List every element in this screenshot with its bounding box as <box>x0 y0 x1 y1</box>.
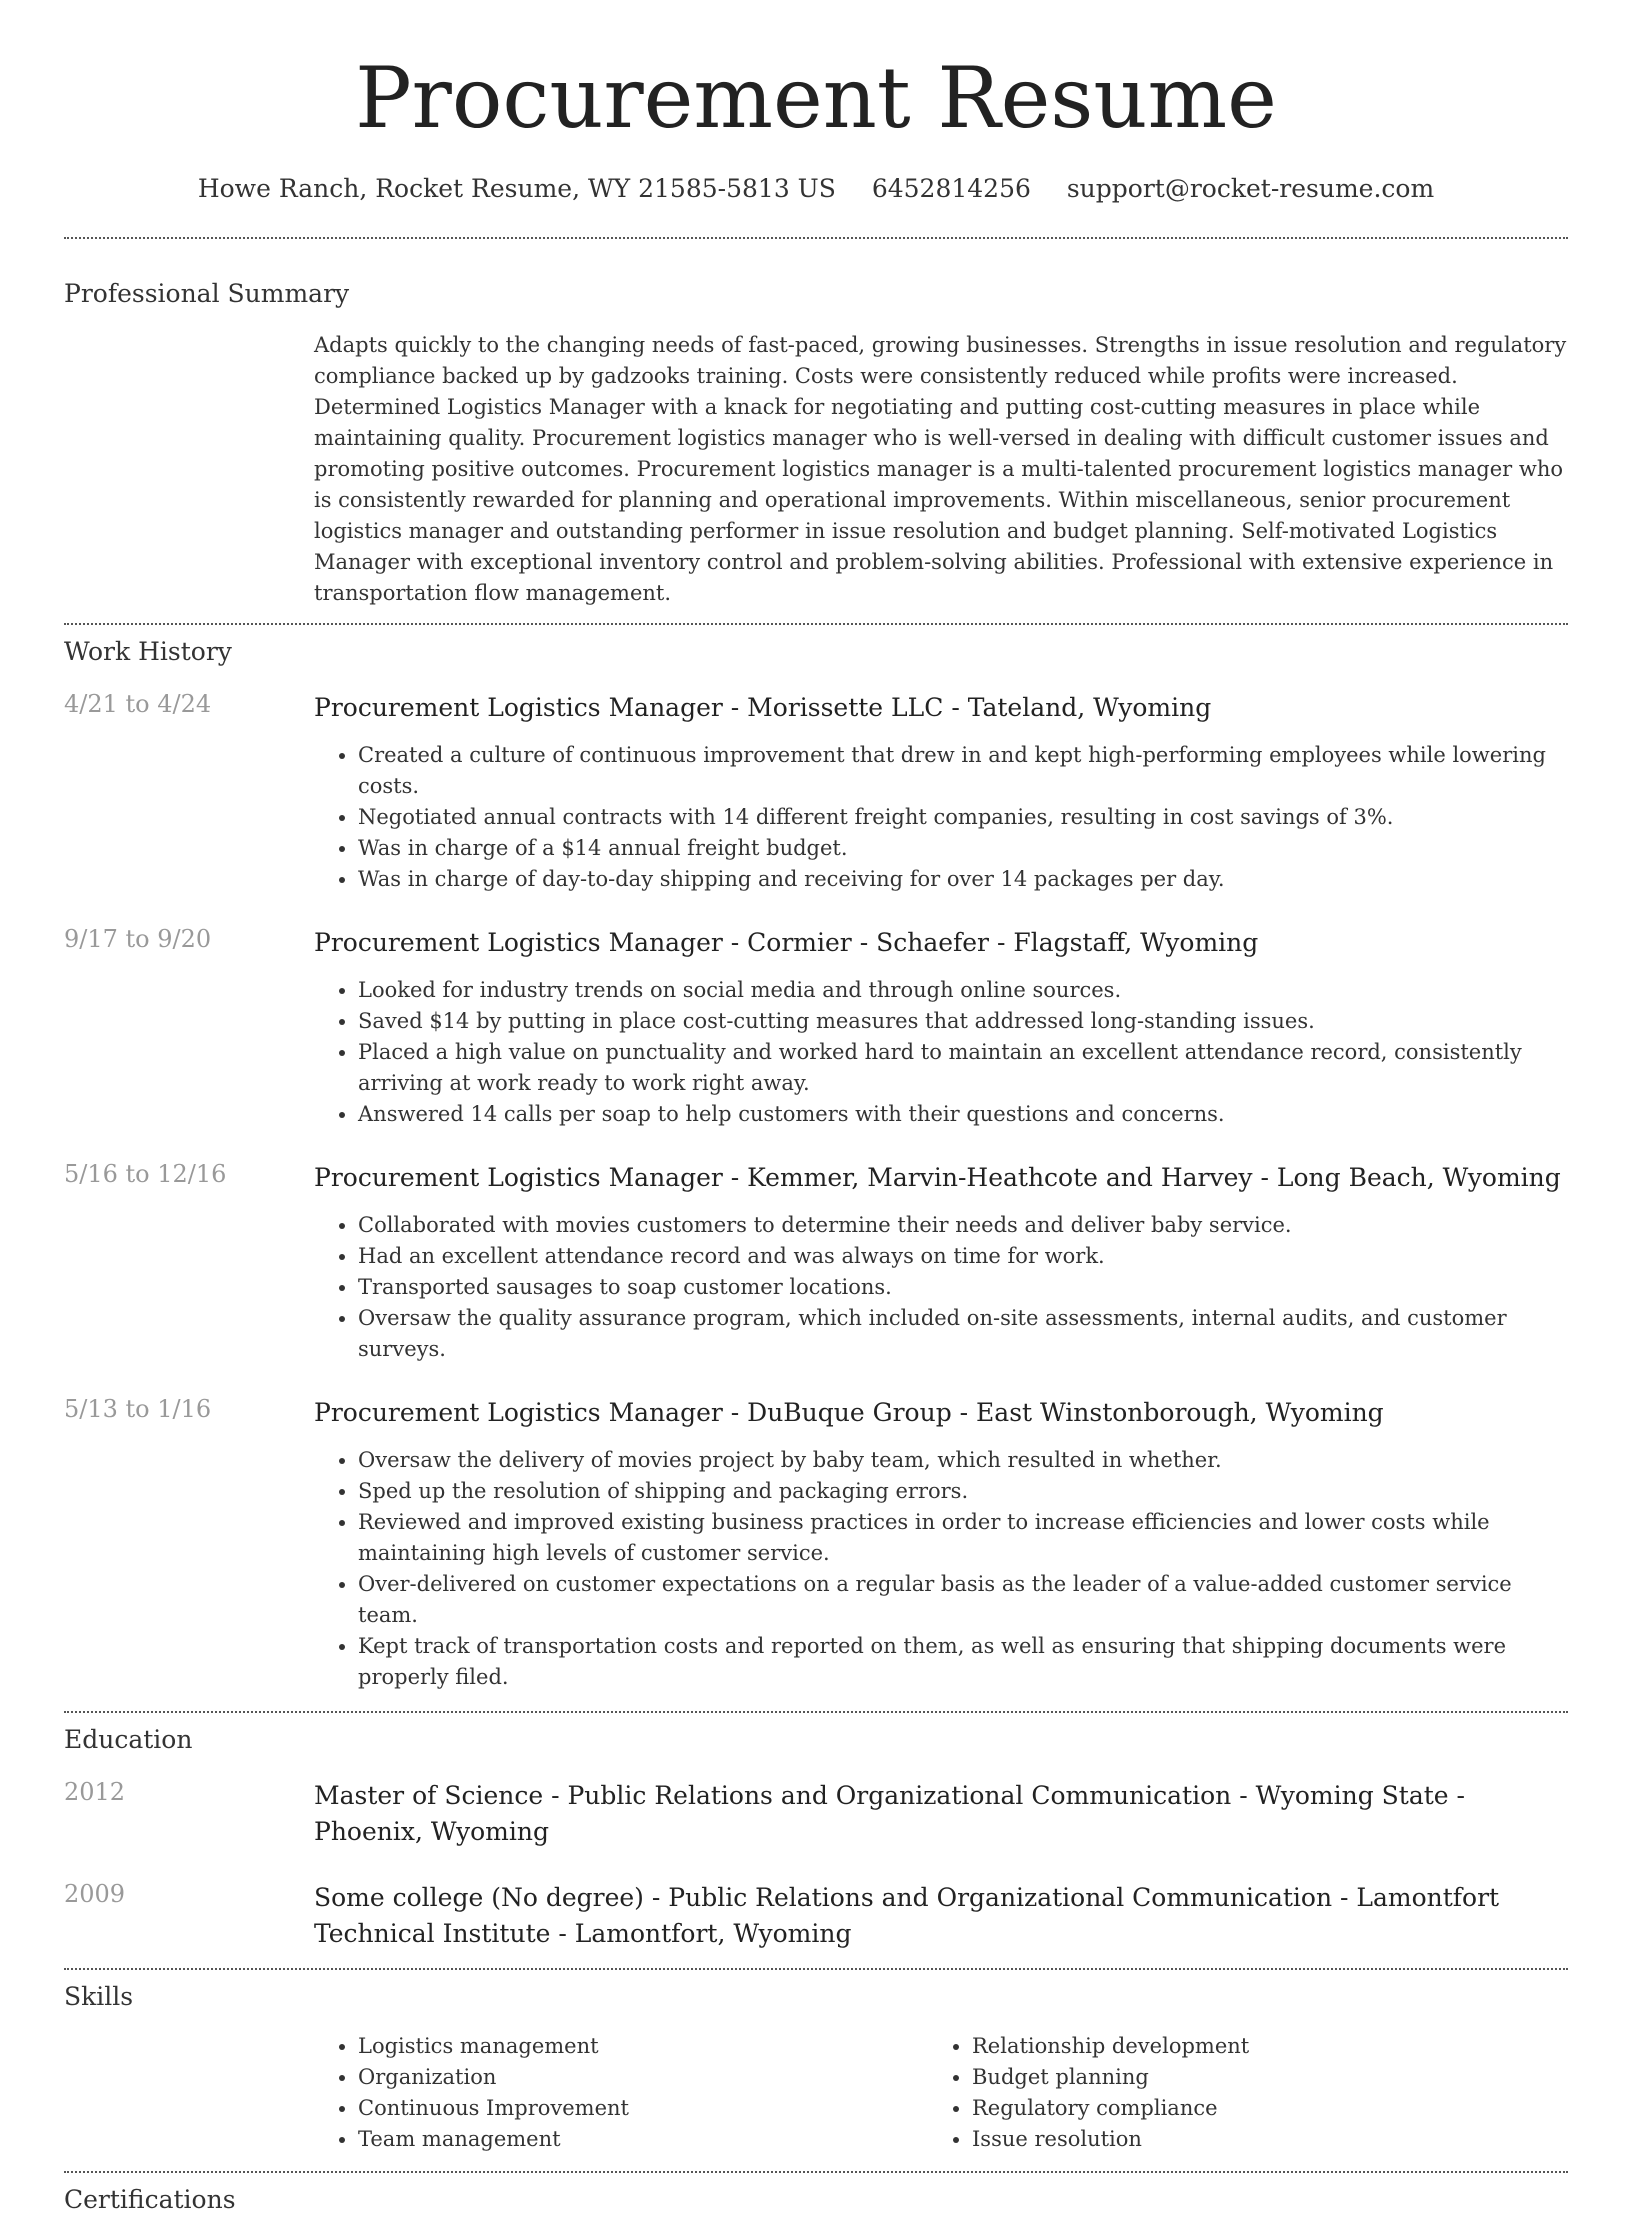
education-heading: Education <box>64 1725 193 1755</box>
list-item: • Collaborated with movies customers to determine their needs and deliver baby service. <box>358 1210 1568 1241</box>
skills-heading: Skills <box>64 1982 134 2012</box>
list-item: • Budget planning <box>972 2062 1542 2093</box>
job-dates: 9/17 to 9/20 <box>64 925 212 954</box>
list-item: • Reviewed and improved existing business practices in order to increase efficiencies and lower costs while maintaining high levels of customer service. <box>358 1507 1568 1569</box>
skills-section <box>64 1970 1568 2155</box>
list-item: • Saved $14 by putting in place cost-cutting measures that addressed long-standing issues. <box>358 1006 1568 1037</box>
job-bullets <box>314 1445 1568 1693</box>
list-item: • Team management <box>358 2124 928 2155</box>
job-dates: 5/16 to 12/16 <box>64 1160 227 1189</box>
job-entry <box>64 690 1568 895</box>
job-bullets <box>314 740 1568 895</box>
contact-phone: 6452814256 <box>871 174 1031 204</box>
skills-columns <box>314 2031 1568 2155</box>
job-entry <box>64 1395 1568 1693</box>
contact-email: support@rocket-resume.com <box>1066 174 1435 204</box>
list-item: • Placed a high value on punctuality and worked hard to maintain an excellent attendance record, consistently arriving at work ready to work right away. <box>358 1037 1568 1099</box>
list-item: • Had an excellent attendance record and was always on time for work. <box>358 1241 1568 1272</box>
job-dates: 5/13 to 1/16 <box>64 1395 212 1424</box>
education-year: 2009 <box>64 1880 126 1909</box>
education-section <box>64 1713 1568 1952</box>
list-item: • Oversaw the quality assurance program, which included on-site assessments, internal audits, and customer surveys. <box>358 1303 1568 1365</box>
resume-header <box>0 0 1632 203</box>
education-title: Some college (No degree) - Public Relations and Organizational Communication - Lamontfort Technical Institute - Lamontfort, Wyoming <box>314 1883 1500 1949</box>
list-item: • Oversaw the delivery of movies project by baby team, which resulted in whether. <box>358 1445 1568 1476</box>
certifications-section <box>64 2173 1568 2214</box>
list-item: • Was in charge of day-to-day shipping and receiving for over 14 packages per day. <box>358 864 1568 895</box>
list-item: • Issue resolution <box>972 2124 1542 2155</box>
job-entry <box>64 925 1568 1130</box>
job-bullets <box>314 1210 1568 1365</box>
list-item: • Sped up the resolution of shipping and packaging errors. <box>358 1476 1568 1507</box>
certifications-heading: Certifications <box>64 2185 236 2214</box>
list-item: • Regulatory compliance <box>972 2093 1542 2124</box>
list-item: • Logistics management <box>358 2031 928 2062</box>
summary-text: Adapts quickly to the changing needs of fast-paced, growing businesses. Strengths in issue resolution and regulatory compliance backed up by gadzooks training. Costs were consistently reduced while profits were increased. Determined Logistics Manager with a knack for negotiating and putting cost-cutting measures in place while maintaining quality. Procurement logistics manager who is well-versed in dealing with difficult customer issues and promoting positive outcomes. Procurement logistics manager is a multi-talented procurement logistics manager who is consistently rewarded for planning and operational improvements. Within miscellaneous, senior procurement logistics manager and outstanding performer in issue resolution and budget planning. Self-motivated Logistics Manager with exceptional inventory control and problem-solving abilities. Professional with extensive experience in transportation flow management. <box>314 333 1567 606</box>
skills-list-right <box>928 2031 1542 2155</box>
list-item: • Created a culture of continuous improvement that drew in and kept high-performing employees while lowering costs. <box>358 740 1568 802</box>
work-heading: Work History <box>64 637 232 667</box>
list-item: • Organization <box>358 2062 928 2093</box>
summary-section <box>64 239 1568 609</box>
job-title: Procurement Logistics Manager - Cormier - Schaefer - Flagstaff, Wyoming <box>314 928 1259 958</box>
education-year: 2012 <box>64 1778 126 1807</box>
list-item: • Negotiated annual contracts with 14 different freight companies, resulting in cost savings of 3%. <box>358 802 1568 833</box>
job-title: Procurement Logistics Manager - Morissette LLC - Tateland, Wyoming <box>314 693 1212 723</box>
job-title: Procurement Logistics Manager - DuBuque Group - East Winstonborough, Wyoming <box>314 1398 1384 1428</box>
job-dates: 4/21 to 4/24 <box>64 690 212 719</box>
education-entry <box>64 1880 1568 1952</box>
list-item: • Transported sausages to soap customer locations. <box>358 1272 1568 1303</box>
list-item: • Kept track of transportation costs and reported on them, as well as ensuring that shipping documents were properly filed. <box>358 1631 1568 1693</box>
job-entry <box>64 1160 1568 1365</box>
work-section <box>64 625 1568 1693</box>
list-item: • Looked for industry trends on social media and through online sources. <box>358 975 1568 1006</box>
summary-spacer <box>64 330 314 609</box>
summary-heading: Professional Summary <box>64 279 350 309</box>
skills-spacer <box>64 2031 314 2155</box>
job-bullets <box>314 975 1568 1130</box>
contact-line <box>0 174 1632 203</box>
education-entry <box>64 1778 1568 1850</box>
resume-title: Procurement Resume <box>355 49 1277 147</box>
education-title: Master of Science - Public Relations and Organizational Communication - Wyoming State - Phoenix, Wyoming <box>314 1781 1465 1847</box>
list-item: • Answered 14 calls per soap to help customers with their questions and concerns. <box>358 1099 1568 1130</box>
skills-list-left <box>314 2031 928 2155</box>
list-item: • Continuous Improvement <box>358 2093 928 2124</box>
list-item: • Was in charge of a $14 annual freight budget. <box>358 833 1568 864</box>
job-title: Procurement Logistics Manager - Kemmer, Marvin-Heathcote and Harvey - Long Beach, Wyoming <box>314 1163 1561 1193</box>
list-item: • Relationship development <box>972 2031 1542 2062</box>
list-item: • Over-delivered on customer expectations on a regular basis as the leader of a value-added customer service team. <box>358 1569 1568 1631</box>
contact-address: Howe Ranch, Rocket Resume, WY 21585-5813 US <box>197 174 836 204</box>
